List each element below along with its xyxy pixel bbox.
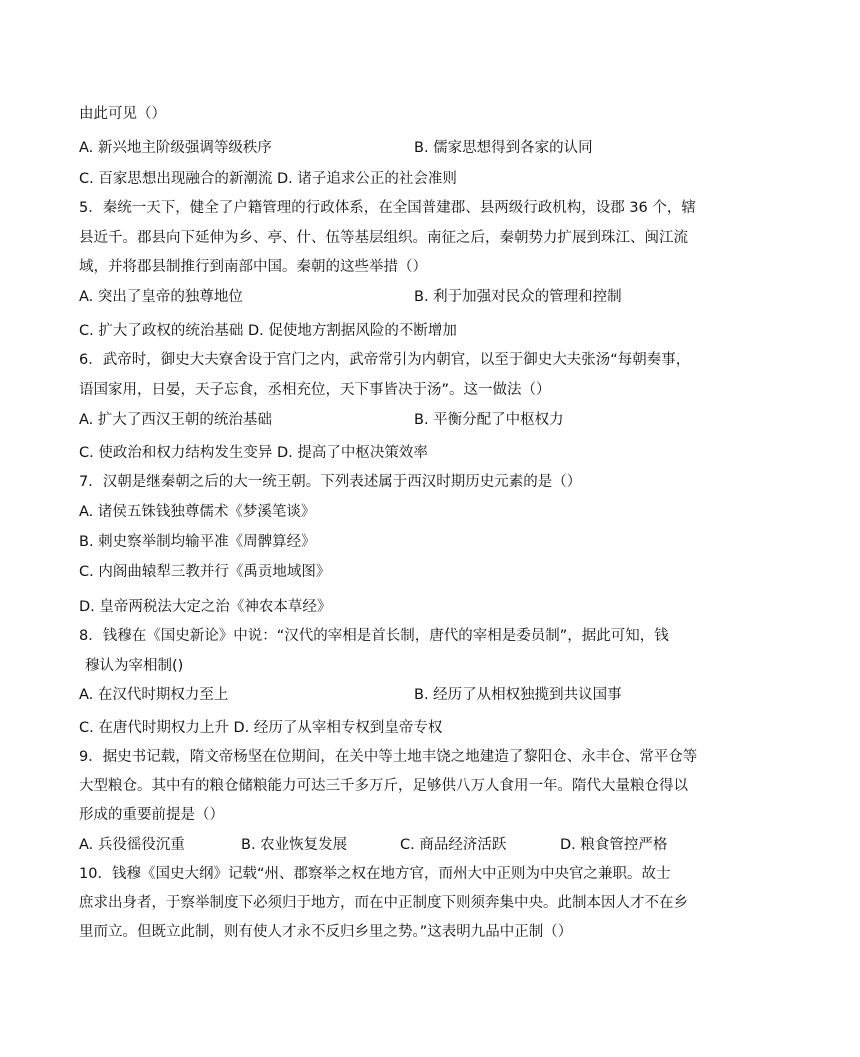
q9-stem-line-2: 大型粮仓。其中有的粮仓储粮能力可达三千多万斤，足够供八万人食用一年。隋代大量粮仓得以 [79, 778, 688, 794]
q5-option-a: A. 突出了皇帝的独尊地位 [79, 289, 243, 305]
q5-stem-line-2: 县近千。郡县向下延伸为乡、亭、什、伍等基层组织。南征之后，秦朝势力扩展到珠江、闽江流 [79, 230, 688, 246]
q8-option-b: B. 经历了从相权独揽到共议国事 [414, 687, 622, 703]
q9-option-c: C. 商品经济活跃 [400, 837, 507, 853]
q5-stem-line-3: 域，并将郡县制推行到南部中国。秦朝的这些举措（） [79, 259, 427, 275]
q10-stem-line-3: 里而立。但既立此制，则有使人才永不反归乡里之势。”这表明九品中正制（） [79, 924, 573, 940]
q7-option-a: A. 诸侯五铢钱独尊儒术《梦溪笔谈》 [79, 504, 316, 520]
q4-option-cd: C. 百家思想出现融合的新潮流 D. 诸子追求公正的社会准则 [79, 171, 457, 187]
q6-option-a: A. 扩大了西汉王朝的统治基础 [79, 412, 272, 428]
q9-stem-line-1: 9．据史书记载，隋文帝杨坚在位期间，在关中等土地丰饶之地建造了黎阳仓、永丰仓、常平仓等 [79, 749, 698, 765]
q6-option-cd: C. 使政治和权力结构发生变异 D. 提高了中枢决策效率 [79, 445, 428, 461]
q9-option-d: D. 粮食管控严格 [560, 837, 668, 853]
q5-option-b: B. 利于加强对民众的管理和控制 [414, 289, 622, 305]
q4-option-a: A. 新兴地主阶级强调等级秩序 [79, 140, 272, 156]
q7-option-c: C. 内阁曲辕犁三教并行《禹贡地域图》 [79, 564, 331, 580]
q9-option-a: A. 兵役徭役沉重 [79, 837, 185, 853]
q4-option-b: B. 儒家思想得到各家的认同 [414, 140, 593, 156]
q8-option-a: A. 在汉代时期权力至上 [79, 687, 229, 703]
q8-stem-line-2: 穆认为宰相制() [85, 658, 184, 674]
q7-option-b: B. 刺史察举制均输平准《周髀算经》 [79, 534, 316, 550]
q9-option-b: B. 农业恢复发展 [241, 837, 348, 853]
q7-option-d: D. 皇帝两税法大定之治《神农本草经》 [79, 599, 332, 615]
q4-stem-tail: 由此可见（） [79, 106, 166, 122]
q8-option-cd: C. 在唐代时期权力上升 D. 经历了从宰相专权到皇帝专权 [79, 720, 443, 736]
q10-stem-line-2: 庶求出身者，于察举制度下必须归于地方，而在中正制度下则须奔集中央。此制本因人才不在乡 [79, 895, 688, 911]
q9-stem-line-3: 形成的重要前提是（） [79, 807, 224, 823]
q5-option-cd: C. 扩大了政权的统治基础 D. 促使地方割据风险的不断增加 [79, 323, 457, 339]
q10-stem-line-1: 10．钱穆《国史大纲》记载“州、郡察举之权在地方官，而州大中正则为中央官之兼职。故士 [79, 866, 671, 882]
q6-option-b: B. 平衡分配了中枢权力 [414, 412, 564, 428]
q6-stem-line-1: 6．武帝时，御史大夫寮舍设于宫门之内，武帝常引为内朝官，以至于御史大夫张汤“每朝奏事， [79, 352, 691, 368]
q8-stem-line-1: 8．钱穆在《国史新论》中说：“汉代的宰相是首长制，唐代的宰相是委员制”，据此可知，钱 [79, 628, 669, 644]
q6-stem-line-2: 语国家用，日晏，天子忘食，丞相充位，天下事皆决于汤”。这一做法（） [79, 382, 551, 398]
q5-stem-line-1: 5．秦统一天下，健全了户籍管理的行政体系，在全国普建郡、县两级行政机构，设郡 36 个，辖 [79, 200, 696, 216]
q7-stem-line-1: 7．汉朝是继秦朝之后的大一统王朝。下列表述属于西汉时期历史元素的是（） [79, 474, 582, 490]
